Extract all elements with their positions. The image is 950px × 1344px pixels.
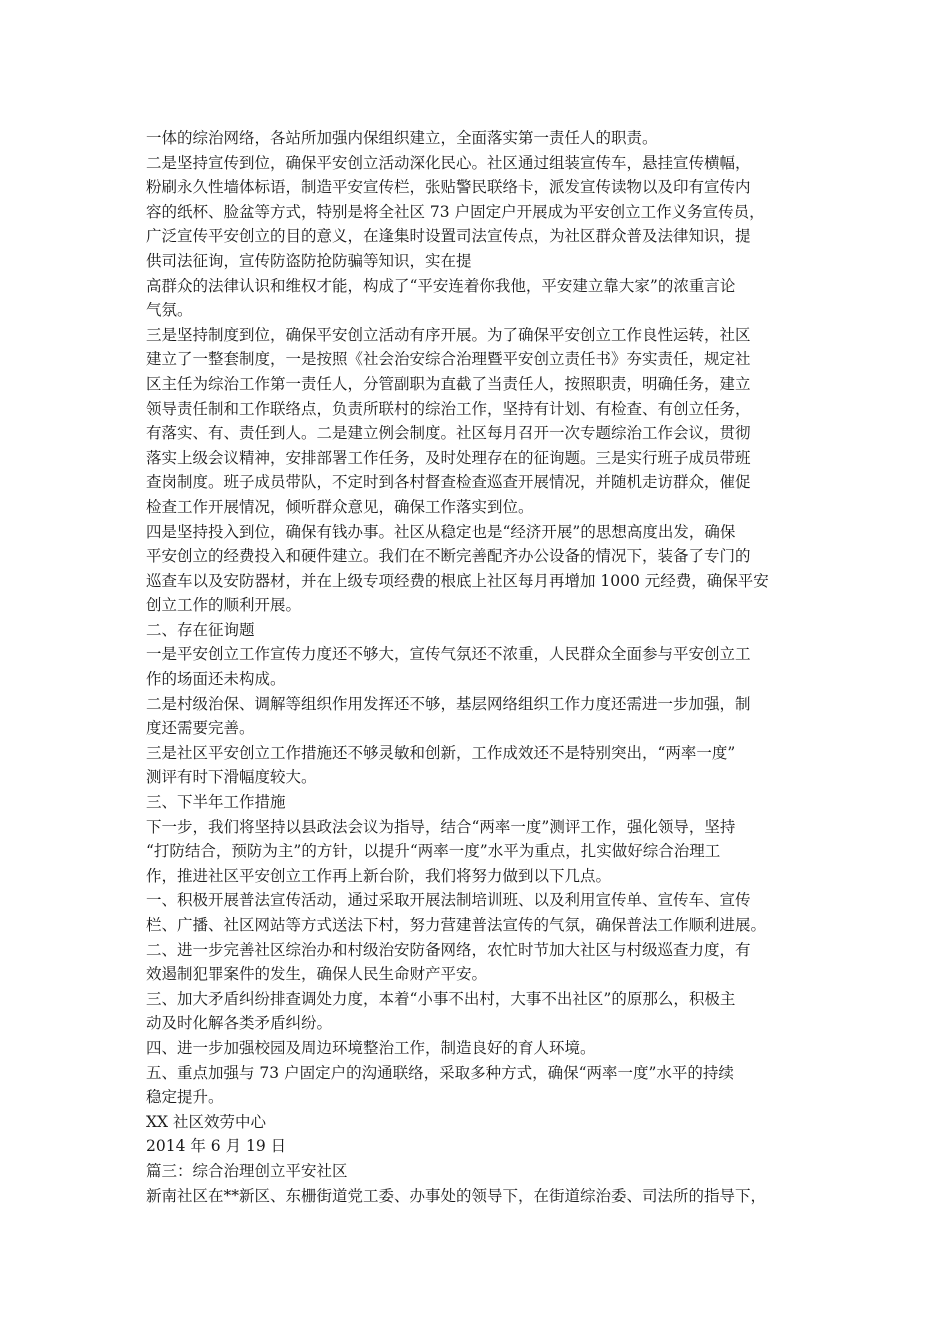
text-line: 2014 年 6 月 19 日 (146, 1137, 287, 1156)
text-line: 四、进一步加强校园及周边环境整治工作，制造良好的育人环境。 (146, 1038, 596, 1057)
text-line: 检查工作开展情况，倾听群众意见，确保工作落实到位。 (146, 497, 534, 516)
text-line: 气氛。 (146, 301, 193, 320)
text-line: 创立工作的顺利开展。 (146, 596, 302, 615)
text-line: 平安创立的经费投入和硬件建立。我们在不断完善配齐办公设备的情况下，装备了专门的 (146, 547, 751, 566)
text-line: 度还需要完善。 (146, 719, 255, 738)
text-line: “打防结合，预防为主”的方针，以提升“两率一度”水平为重点，扎实做好综合治理工 (146, 842, 721, 861)
text-line: 落实上级会议精神，安排部署工作任务，及时处理存在的征询题。三是实行班子成员带班 (146, 448, 751, 467)
text-line: 栏、广播、社区网站等方式送法下村，努力营建普法宣传的气氛，确保普法工作顺利进展。 (146, 916, 767, 934)
text-line: 篇三：综合治理创立平安社区 (146, 1161, 348, 1180)
text-line: 高群众的法律认识和维权才能，构成了“平安连着你我他，平安建立靠大家”的浓重言论 (146, 276, 736, 295)
text-line: 容的纸杯、脸盆等方式，特别是将全社区 73 户固定户开展成为平安创立工作义务宣传员， (146, 202, 765, 221)
text-line: 三是坚持制度到位，确保平安创立活动有序开展。为了确保平安创立工作良性运转，社区 (146, 325, 751, 344)
text-line: 领导责任制和工作联络点，负责所联村的综治工作，坚持有计划、有检查、有创立任务， (146, 399, 751, 418)
text-line: 一体的综治网络，各站所加强内保组织建立，全面落实第一责任人的职责。 (146, 129, 658, 147)
text-line: 二、存在征询题 (146, 620, 255, 639)
text-line: 供司法征询，宣传防盗防抢防骗等知识，实在提 (146, 251, 472, 270)
text-line: 新南社区在**新区、东栅街道党工委、办事处的领导下，在街道综治委、司法所的指导下， (146, 1186, 767, 1205)
text-line: 广泛宣传平安创立的目的意义，在逢集时设置司法宣传点，为社区群众普及法律知识，提 (146, 227, 751, 246)
text-line: 作，推进社区平安创立工作再上新台阶，我们将努力做到以下几点。 (146, 866, 612, 885)
text-line: 稳定提升。 (146, 1088, 224, 1107)
text-line: 测评有时下滑幅度较大。 (146, 768, 317, 787)
text-line: 下一步，我们将坚持以县政法会议为指导，结合“两率一度”测评工作，强化领导，坚持 (146, 817, 736, 836)
text-line: 动及时化解各类矛盾纠纷。 (146, 1014, 333, 1033)
text-line: 区主任为综治工作第一责任人，分管副职为直截了当责任人，按照职责，明确任务，建立 (146, 374, 751, 393)
text-line: 一是平安创立工作宣传力度还不够大，宣传气氛还不浓重，人民群众全面参与平安创立工 (146, 645, 751, 664)
text-line: 二、进一步完善社区综治办和村级治安防备网络，农忙时节加大社区与村级巡查力度，有 (146, 940, 751, 959)
text-line: 二是村级治保、调解等组织作用发挥还不够，基层网络组织工作力度还需进一步加强，制 (146, 694, 751, 713)
text-line: XX 社区效劳中心 (146, 1112, 266, 1131)
text-line: 一、积极开展普法宣传活动，通过采取开展法制培训班、以及利用宣传单、宣传车、宣传 (146, 891, 751, 910)
text-line: 巡查车以及安防器材，并在上级专项经费的根底上社区每月再增加 1000 元经费，确保平安 (146, 571, 769, 590)
text-line: 五、重点加强与 73 户固定户的沟通联络，采取多种方式，确保“两率一度”水平的持续 (146, 1063, 734, 1082)
text-line: 三、加大矛盾纠纷排查调处力度，本着“小事不出村，大事不出社区”的原那么，积极主 (146, 989, 736, 1008)
text-line: 建立了一整套制度，一是按照《社会治安综合治理暨平安创立责任书》夯实责任，规定社 (146, 350, 751, 369)
text-line: 有落实、有、责任到人。二是建立例会制度。社区每月召开一次专题综治工作会议，贯彻 (146, 424, 751, 443)
text-line: 三是社区平安创立工作措施还不够灵敏和创新，工作成效还不是特别突出，“两率一度” (146, 743, 736, 762)
text-line: 查岗制度。班子成员带队，不定时到各村督查检查巡查开展情况，并随机走访群众，催促 (146, 473, 751, 492)
text-line: 作的场面还未构成。 (146, 670, 286, 689)
document-body (146, 126, 820, 1208)
text-line: 二是坚持宣传到位，确保平安创立活动深化民心。社区通过组装宣传车，悬挂宣传横幅， (146, 153, 751, 172)
text-line: 四是坚持投入到位，确保有钱办事。社区从稳定也是“经济开展”的思想高度出发，确保 (146, 522, 736, 541)
text-line: 效遏制犯罪案件的发生，确保人民生命财产平安。 (146, 965, 488, 984)
text-line: 三、下半年工作措施 (146, 793, 286, 812)
text-line: 粉刷永久性墙体标语，制造平安宣传栏，张贴警民联络卡，派发宣传读物以及印有宣传内 (146, 178, 751, 197)
